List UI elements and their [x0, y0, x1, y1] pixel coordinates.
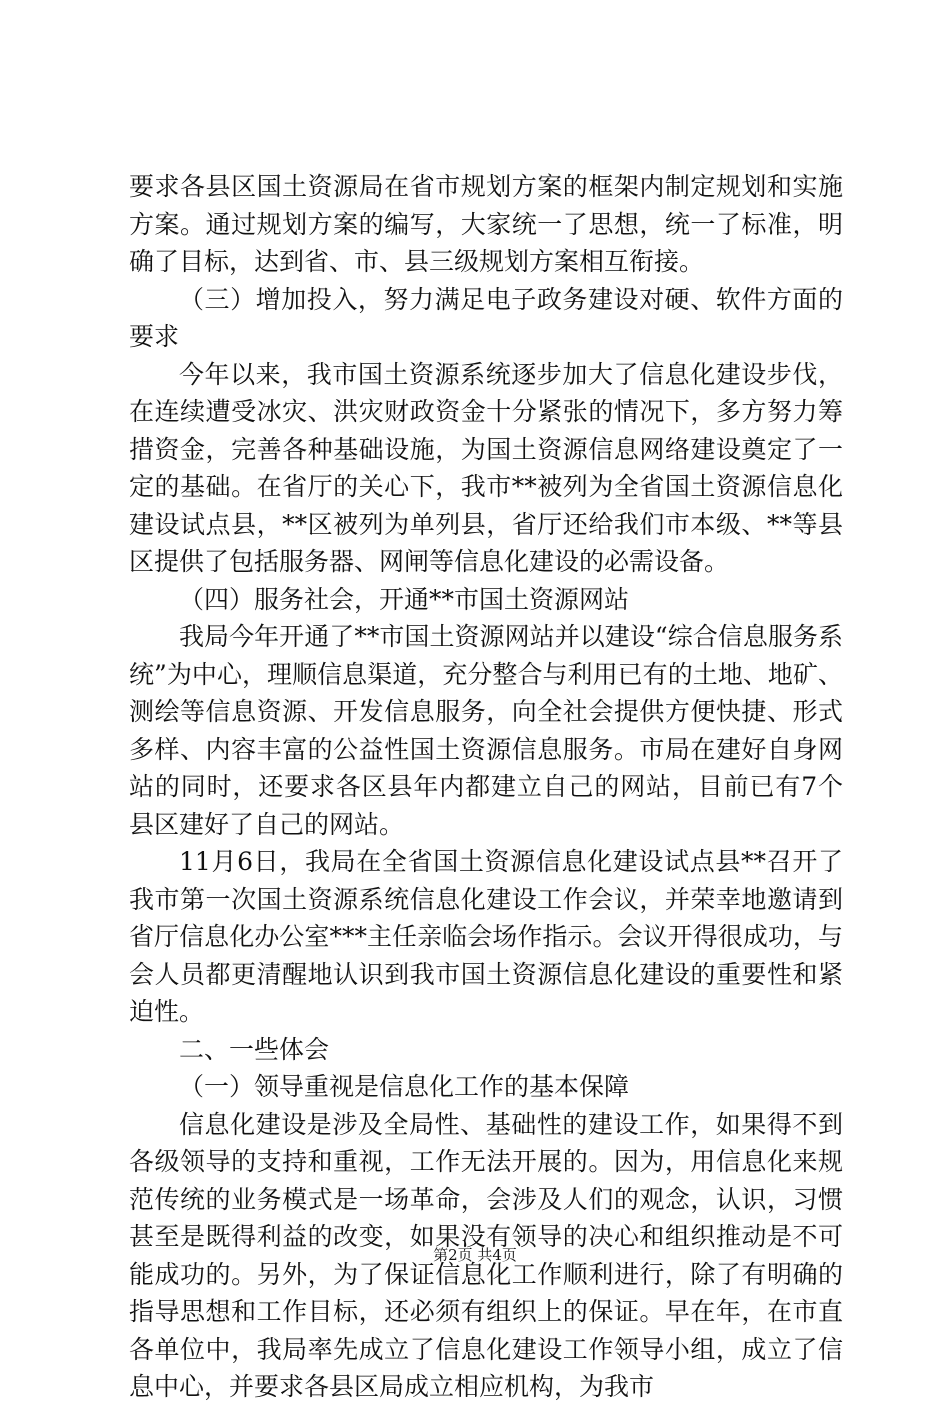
paragraph-continuation: 要求各县区国土资源局在省市规划方案的框架内制定规划和实施方案。通过规划方案的编写，大家统一了思想，统一了标准，明确了目标，达到省、市、县三级规划方案相互衔接。 [129, 172, 843, 276]
document-body [129, 168, 843, 1406]
paragraph-investment: 今年以来，我市国土资源系统逐步加大了信息化建设步伐，在连续遭受冰灾、洪灾财政资金十分紧张的情况下，多方努力筹措资金，完善各种基础设施，为国土资源信息网络建设奠定了一定的基础。在省厅的关心下，我市**被列为全省国土资源信息化建设试点县，**区被列为单列县，省厅还给我们市本级、**等县区提供了包括服务器、网闸等信息化建设的必需设备。 [129, 359, 843, 576]
paragraph-meeting: 11月6日，我局在全省国土资源信息化建设试点县**召开了我市第一次国土资源系统信息化建设工作会议，并荣幸地邀请到省厅信息化办公室***主任亲临会场作指示。会议开得很成功，与会人员都更清醒地认识到我市国土资源信息化建设的重要性和紧迫性。 [129, 847, 843, 1026]
heading-part-2: 二、一些体会 [179, 1034, 330, 1064]
heading-subsection-1: （一）领导重视是信息化工作的基本保障 [179, 1072, 630, 1101]
paragraph-website: 我局今年开通了**市国土资源网站并以建设“综合信息服务系统”为中心，理顺信息渠道，充分整合与利用已有的土地、地矿、测绘等信息资源、开发信息服务，向全社会提供方便快捷、形式多样、内容丰富的公益性国土资源信息服务。市局在建好自身网站的同时，还要求各区县年内都建立自己的网站，目前已有7个县区建好了自己的网站。 [129, 622, 843, 839]
page-number-footer: 第2页 共4页 [433, 1246, 517, 1264]
heading-section-3: （三）增加投入，努力满足电子政务建设对硬、软件方面的要求 [129, 284, 843, 351]
heading-section-4: （四）服务社会，开通**市国土资源网站 [179, 584, 630, 614]
paragraph-leadership: 信息化建设是涉及全局性、基础性的建设工作，如果得不到各级领导的支持和重视，工作无法开展的。因为，用信息化来规范传统的业务模式是一场革命，会涉及人们的观念，认识，习惯甚至是既得利益的改变，如果没有领导的决心和组织推动是不可能成功的。另外，为了保证信息化工作顺利进行，除了有明确的指导思想和工作目标，还必须有组织上的保证。早在年，在市直各单位中，我局率先成立了信息化建设工作领导小组，成立了信息中心，并要求各县区局成立相应机构，为我市 [129, 1109, 843, 1401]
